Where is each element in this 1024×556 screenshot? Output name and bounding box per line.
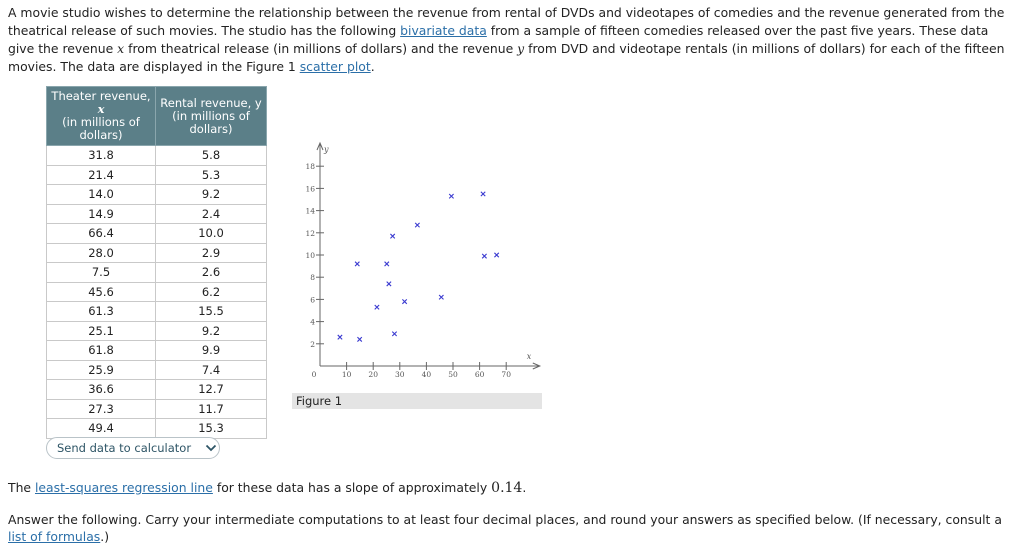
table-row: [47, 380, 267, 400]
header-theater-line4: dollars): [79, 128, 123, 142]
chevron-down-icon: [205, 441, 217, 455]
table-row: [47, 185, 267, 205]
data-point: [481, 192, 485, 196]
rental-revenue-cell: 5.8: [156, 146, 267, 166]
x-tick-label: 30: [395, 370, 405, 379]
table-row: [47, 360, 267, 380]
y-axis-label: y: [324, 145, 329, 154]
theater-revenue-cell: 66.4: [47, 224, 156, 244]
rental-revenue-cell: 9.9: [156, 341, 267, 361]
table-row: [47, 321, 267, 341]
theater-revenue-cell: 31.8: [47, 146, 156, 166]
rental-revenue-cell: 2.6: [156, 263, 267, 283]
y-tick-label: 12: [305, 228, 315, 238]
x-tick-label: 40: [421, 370, 432, 379]
formulas-link[interactable]: list of formulas: [8, 529, 101, 544]
y-tick-label: 8: [310, 273, 315, 283]
var-y: y: [517, 41, 525, 56]
rental-revenue-cell: 12.7: [156, 380, 267, 400]
theater-revenue-cell: 49.4: [47, 419, 156, 439]
problem-statement: [8, 4, 1018, 76]
table-row: [47, 282, 267, 302]
header-rental-line2: (in millions of: [172, 108, 250, 123]
send-data-to-calculator-button[interactable]: [46, 437, 220, 459]
data-table: [46, 86, 267, 439]
scatter-plot: [296, 138, 556, 388]
theater-revenue-cell: 28.0: [47, 243, 156, 263]
data-point: [355, 262, 359, 266]
rental-revenue-cell: 15.5: [156, 302, 267, 322]
y-tick-label: 18: [305, 162, 315, 172]
origin-label: 0: [311, 370, 317, 379]
header-theater-var: x: [97, 102, 105, 116]
x-tick-label: 70: [501, 370, 511, 379]
table-row: [47, 224, 267, 244]
table-row: [47, 263, 267, 283]
data-point: [494, 253, 498, 257]
x-tick-label: 10: [341, 370, 352, 379]
rental-revenue-cell: 2.9: [156, 243, 267, 263]
theater-revenue-cell: 7.5: [47, 263, 156, 283]
slope-value: 0.14: [491, 480, 523, 496]
y-tick-label: 6: [310, 295, 315, 305]
rental-revenue-cell: 6.2: [156, 282, 267, 302]
intro-text-3: from theatrical release (in millions of dollars) and the revenue: [124, 41, 518, 56]
regression-line-link[interactable]: least-squares regression line: [34, 480, 213, 495]
line1-text-c: .: [522, 480, 527, 495]
header-rental-line1: Rental revenue, y: [160, 95, 262, 110]
table-row: [47, 419, 267, 439]
header-theater-line3: (in millions of: [62, 115, 140, 129]
data-point: [449, 194, 453, 198]
theater-revenue-cell: 25.1: [47, 321, 156, 341]
header-theater-revenue: [47, 87, 156, 146]
rental-revenue-cell: 9.2: [156, 321, 267, 341]
y-tick-label: 10: [305, 251, 315, 260]
intro-text-4: from DVD and videotape rentals (in millions of dollars) for each of the fifteen movies. The data are displayed in the Figure 1: [8, 41, 1005, 74]
y-tick-label: 16: [305, 184, 315, 194]
table-row: [47, 204, 267, 224]
theater-revenue-cell: 61.3: [47, 302, 156, 322]
data-point: [357, 337, 361, 341]
y-tick-label: 14: [305, 206, 315, 216]
rental-revenue-cell: 11.7: [156, 399, 267, 419]
line2-text-a: Answer the following. Carry your intermediate computations to at least four decimal places, and round your answers as specified below. (If necessary, consult a: [8, 512, 1002, 527]
rental-revenue-cell: 9.2: [156, 185, 267, 205]
data-point: [385, 262, 389, 266]
header-rental-line3: dollars): [189, 121, 233, 136]
x-tick-label: 20: [368, 370, 378, 379]
header-theater-line1: Theater revenue,: [51, 89, 151, 103]
rental-revenue-cell: 7.4: [156, 360, 267, 380]
data-point: [482, 254, 486, 258]
bivariate-data-link[interactable]: bivariate data: [400, 23, 487, 38]
line1-text-b: for these data has a slope of approximately: [212, 480, 492, 495]
var-x: x: [117, 41, 125, 56]
rental-revenue-cell: 10.0: [156, 224, 267, 244]
theater-revenue-cell: 14.0: [47, 185, 156, 205]
table-row: [47, 302, 267, 322]
theater-revenue-cell: 27.3: [47, 399, 156, 419]
intro-text-5: .: [370, 59, 375, 74]
data-point: [338, 335, 342, 339]
theater-revenue-cell: 14.9: [47, 204, 156, 224]
theater-revenue-cell: 21.4: [47, 165, 156, 185]
theater-revenue-cell: 25.9: [47, 360, 156, 380]
table-row: [47, 165, 267, 185]
x-tick-label: 50: [448, 370, 458, 379]
theater-revenue-cell: 61.8: [47, 341, 156, 361]
table-row: [47, 399, 267, 419]
theater-revenue-cell: 36.6: [47, 380, 156, 400]
data-point: [415, 223, 419, 227]
calc-button-label: Send data to calculator: [57, 441, 192, 455]
table-row: [47, 146, 267, 166]
data-point: [390, 234, 394, 238]
data-point: [387, 282, 391, 286]
regression-statement: [8, 480, 526, 496]
line2-text-b: .): [100, 529, 110, 544]
rental-revenue-cell: 5.3: [156, 165, 267, 185]
line1-text-a: The: [8, 480, 35, 495]
theater-revenue-cell: 45.6: [47, 282, 156, 302]
figure-caption: Figure 1: [292, 393, 542, 409]
rental-revenue-cell: 2.4: [156, 204, 267, 224]
data-point: [402, 299, 406, 303]
intro-text-1: A movie studio wishes to determine the relationship between the revenue from rental of DVDs and videotapes of comedies and the revenue generated from the theatrical release of such movies. The studio has the following: [8, 5, 1005, 38]
y-tick-label: 2: [310, 339, 315, 349]
intro-text-2: from a sample of fifteen comedies released over the past five years. These data give the revenue: [8, 23, 989, 56]
table-row: [47, 341, 267, 361]
data-point: [375, 305, 379, 309]
data-point: [439, 295, 443, 299]
x-axis-label: x: [526, 352, 532, 361]
rental-revenue-cell: 15.3: [156, 419, 267, 439]
y-tick-label: 4: [310, 317, 315, 327]
table-row: [47, 243, 267, 263]
header-rental-revenue: [156, 87, 267, 146]
data-point: [392, 332, 396, 336]
instructions: [8, 511, 1020, 545]
x-tick-label: 60: [474, 370, 485, 379]
scatter-plot-link[interactable]: scatter plot: [299, 59, 371, 74]
